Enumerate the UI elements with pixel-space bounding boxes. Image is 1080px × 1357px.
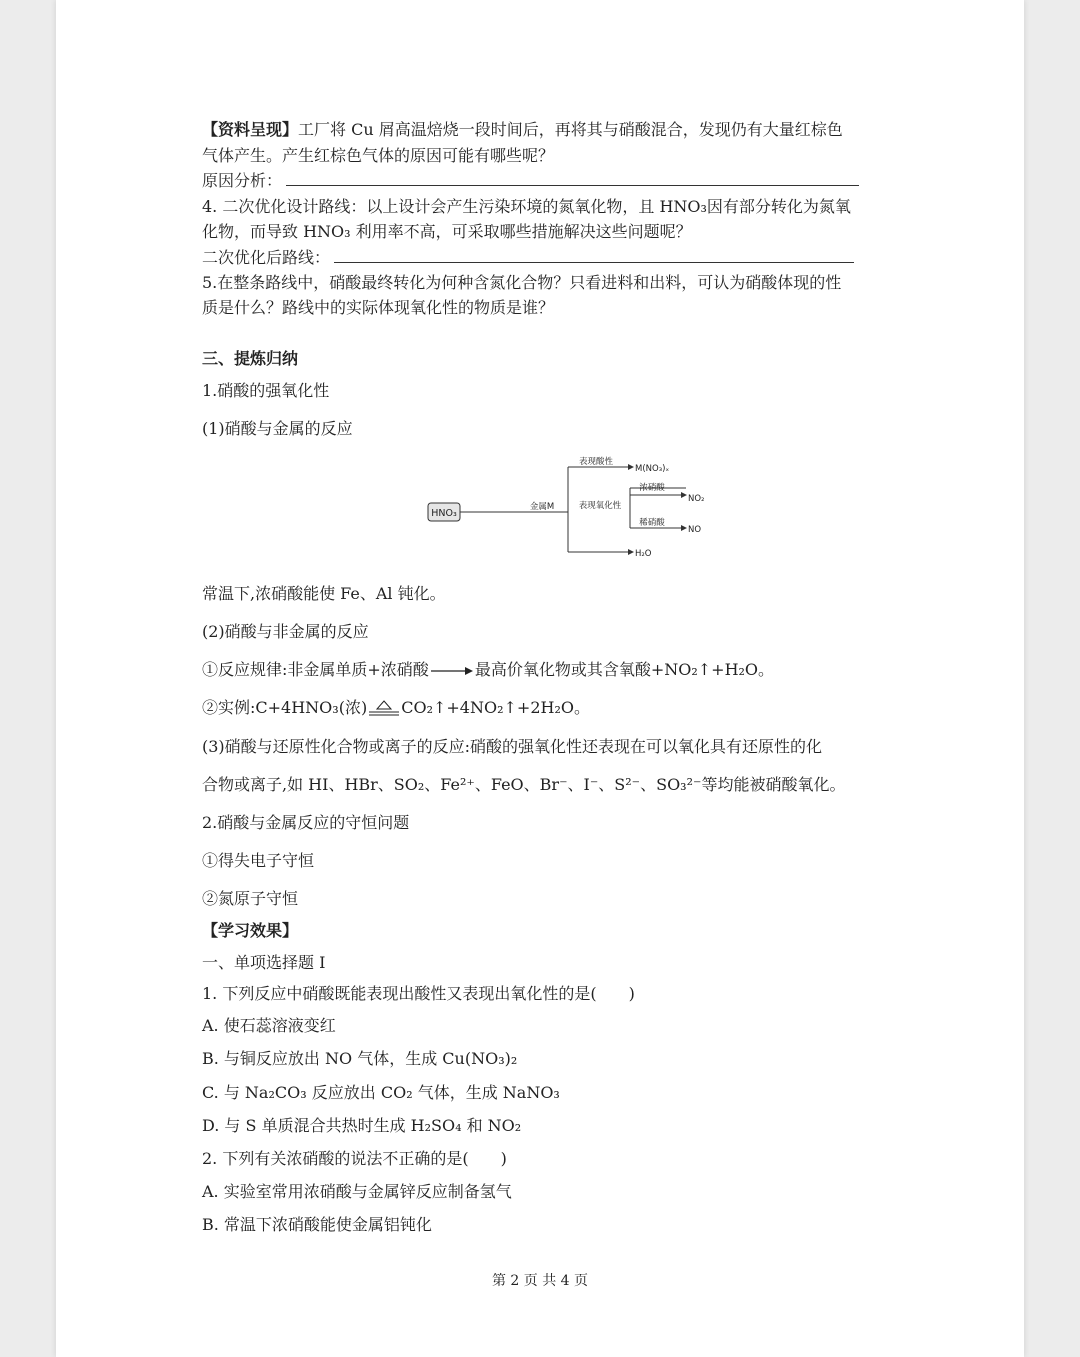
- summary-p1-3-line-2: 合物或离子,如 HI、HBr、SO₂、Fe²⁺、FeO、Br⁻、I⁻、S²⁻、SO₃²⁻等均能被硝酸氧化。: [202, 775, 846, 794]
- ziliao-line-1: [202, 119, 843, 141]
- q2-stem: 2. 下列有关浓硝酸的说法不正确的是( ): [202, 1149, 507, 1168]
- summary-p2: 2.硝酸与金属反应的守恒问题: [202, 813, 410, 832]
- reason-label: 原因分析：: [202, 171, 283, 190]
- rule-post: 最高价氧化物或其含氧酸+NO₂↑+H₂O。: [474, 660, 775, 679]
- rule-line: [202, 659, 774, 681]
- dilute-label: 稀硝酸: [639, 518, 665, 528]
- q1-stem: 1. 下列反应中硝酸既能表现出酸性又表现出氧化性的是( ): [202, 984, 635, 1003]
- summary-p1-1: (1)硝酸与金属的反应: [202, 419, 353, 438]
- rule-pre: ①反应规律:非金属单质+浓硝酸: [202, 660, 429, 679]
- q4-line-2: 化物，而导致 HNO₃ 利用率不高，可采取哪些措施解决这些问题呢？: [202, 222, 692, 241]
- summary-heading: 三、提炼归纳: [202, 349, 299, 368]
- summary-p2-2: ②氮原子守恒: [202, 889, 299, 908]
- example-post: CO₂↑+4NO₂↑+2H₂O。: [401, 698, 590, 717]
- ziliao-label: 【资料呈现】: [202, 120, 299, 139]
- reason-blank[interactable]: [286, 170, 859, 186]
- q2-option-a: A. 实验室常用浓硝酸与金属锌反应制备氢气: [202, 1182, 512, 1201]
- q5-line-1: 5.在整条路线中，硝酸最终转化为何种含氮化合物？只看进料和出料，可认为硝酸体现的性: [202, 273, 842, 292]
- q1-option-c: C. 与 Na₂CO₃ 反应放出 CO₂ 气体，生成 NaNO₃: [202, 1083, 560, 1102]
- q5-line-2: 质是什么？路线中的实际体现氧化性的物质是谁？: [202, 298, 555, 317]
- summary-p1-3-line-1: (3)硝酸与还原性化合物或离子的反应:硝酸的强氧化性还表现在可以氧化具有还原性的化: [202, 737, 823, 756]
- metal-label: 金属M: [529, 502, 555, 512]
- q1-option-d: D. 与 S 单质混合共热时生成 H₂SO₄ 和 NO₂: [202, 1116, 522, 1135]
- acid-label: 表现酸性: [578, 457, 614, 467]
- h2o-label: H₂O: [635, 549, 652, 559]
- summary-p1-2: (2)硝酸与非金属的反应: [202, 622, 369, 641]
- route-blank[interactable]: [334, 247, 854, 263]
- q1-option-a: A. 使石蕊溶液变红: [202, 1016, 336, 1035]
- nitric-acid-metal-diagram: [426, 452, 705, 567]
- oxid-label: 表现氧化性: [578, 501, 622, 511]
- conc-label: 浓硝酸: [639, 483, 665, 493]
- long-arrow-icon: [431, 665, 473, 677]
- heating-condition-icon: [369, 700, 399, 718]
- q4-line-1: 4. 二次优化设计路线：以上设计会产生污染环境的氮氧化物，且 HNO₃因有部分转化为氮氧: [202, 197, 851, 216]
- example-pre: ②实例:C+4HNO₃(浓): [202, 698, 368, 717]
- page-footer: 第 2 页 共 4 页: [491, 1273, 589, 1289]
- effect-heading: 【学习效果】: [202, 921, 299, 940]
- effect-section: 一、单项选择题 I: [202, 953, 326, 972]
- reason-line: [202, 170, 859, 192]
- route-label: 二次优化后路线：: [202, 248, 331, 267]
- document-page: [56, 0, 1024, 1357]
- q2-option-b: B. 常温下浓硝酸能使金属铝钝化: [202, 1215, 432, 1234]
- example-line: [202, 697, 590, 719]
- no-label: NO: [688, 525, 702, 535]
- passivation-line: 常温下,浓硝酸能使 Fe、Al 钝化。: [202, 584, 446, 603]
- route-line: [202, 247, 854, 269]
- q1-option-b: B. 与铜反应放出 NO 气体，生成 Cu(NO₃)₂: [202, 1049, 518, 1068]
- ziliao-text-1: 工厂将 Cu 屑高温焙烧一段时间后，再将其与硝酸混合，发现仍有大量红棕色: [298, 120, 843, 139]
- summary-p1: 1.硝酸的强氧化性: [202, 381, 330, 400]
- summary-p2-1: ①得失电子守恒: [202, 851, 315, 870]
- no2-label: NO₂: [688, 494, 705, 504]
- hno3-label: HNO₃: [431, 508, 457, 519]
- ziliao-line-2: 气体产生。产生红棕色气体的原因可能有哪些呢？: [202, 146, 555, 165]
- salt-label: M(NO₃)ₓ: [635, 464, 670, 474]
